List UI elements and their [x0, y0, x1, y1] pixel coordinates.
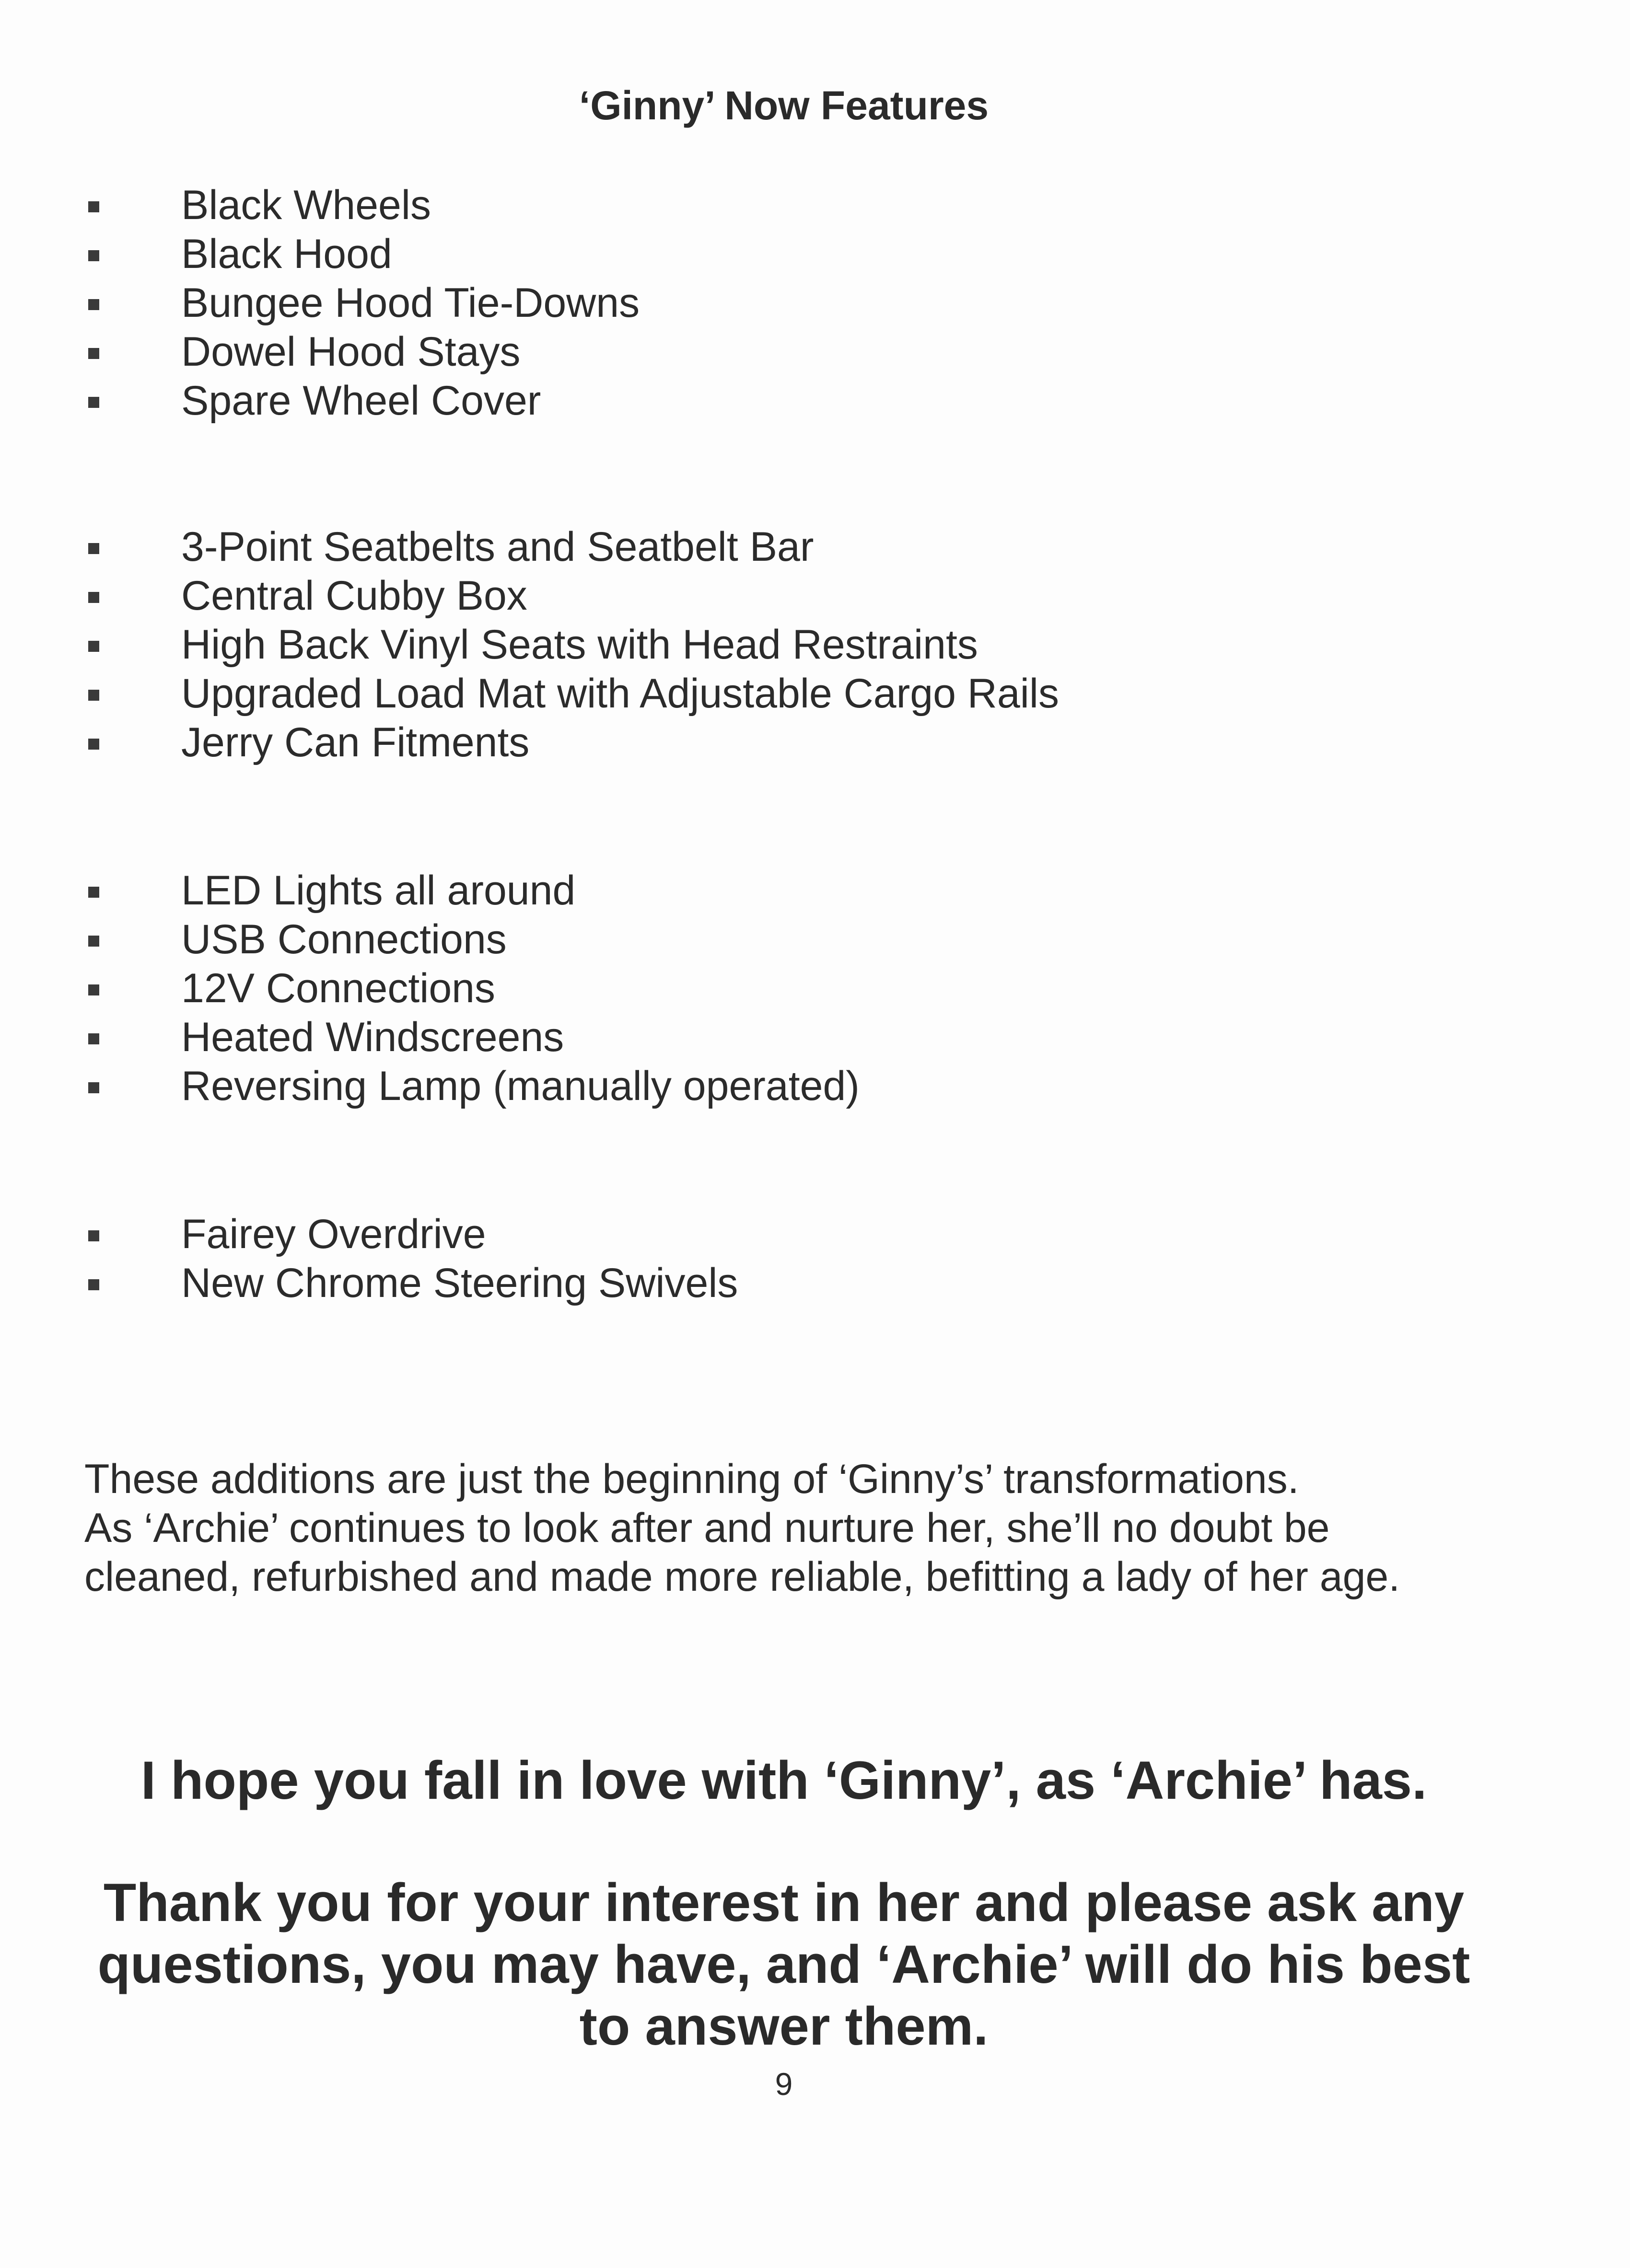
- thanks-line: Thank you for your interest in her and please ask any: [103, 1873, 1465, 1932]
- feature-label: Upgraded Load Mat with Adjustable Cargo Rails: [181, 671, 1059, 717]
- feature-label: Central Cubby Box: [181, 573, 527, 619]
- feature-label: Spare Wheel Cover: [181, 378, 541, 424]
- feature-label: 12V Connections: [181, 965, 495, 1011]
- square-bullet-icon: [88, 397, 99, 408]
- square-bullet-icon: [88, 887, 99, 898]
- square-bullet-icon: [88, 201, 99, 212]
- feature-label: Fairey Overdrive: [181, 1211, 486, 1257]
- feature-label: Reversing Lamp (manually operated): [181, 1063, 860, 1109]
- square-bullet-icon: [88, 1082, 99, 1093]
- feature-label: Bungee Hood Tie-Downs: [181, 280, 640, 326]
- feature-label: Jerry Can Fitments: [181, 719, 530, 765]
- feature-label: Black Wheels: [181, 182, 431, 228]
- feature-label: USB Connections: [181, 916, 507, 962]
- square-bullet-icon: [88, 1230, 99, 1241]
- closing-paragraph: [84, 1455, 1571, 1601]
- square-bullet-icon: [88, 299, 99, 310]
- square-bullet-icon: [88, 1279, 99, 1290]
- square-bullet-icon: [88, 1033, 99, 1044]
- feature-label: Dowel Hood Stays: [181, 329, 521, 375]
- square-bullet-icon: [88, 739, 99, 750]
- love-statement: I hope you fall in love with ‘Ginny’, as ‘Archie’ has.: [140, 1750, 1427, 1810]
- square-bullet-icon: [88, 641, 99, 652]
- paragraph-line: As ‘Archie’ continues to look after and nurture her, she’ll no doubt be: [84, 1505, 1330, 1551]
- paragraph-line: These additions are just the beginning of ‘Ginny’s’ transformations.: [84, 1456, 1299, 1502]
- square-bullet-icon: [88, 936, 99, 947]
- feature-label: Black Hood: [181, 231, 392, 277]
- square-bullet-icon: [88, 690, 99, 701]
- feature-label: High Back Vinyl Seats with Head Restraints: [181, 622, 978, 668]
- thanks-message: [0, 1872, 1568, 2057]
- feature-label: LED Lights all around: [181, 868, 576, 914]
- thanks-line: to answer them.: [579, 1996, 989, 2056]
- feature-label: New Chrome Steering Swivels: [181, 1260, 738, 1306]
- paragraph-line: cleaned, refurbished and made more reliable, befitting a lady of her age.: [84, 1554, 1400, 1600]
- square-bullet-icon: [88, 348, 99, 359]
- square-bullet-icon: [88, 250, 99, 261]
- page-number: 9: [775, 2066, 793, 2102]
- square-bullet-icon: [88, 592, 99, 603]
- feature-label: 3-Point Seatbelts and Seatbelt Bar: [181, 524, 814, 570]
- page-title: ‘Ginny’ Now Features: [579, 83, 989, 128]
- square-bullet-icon: [88, 543, 99, 554]
- feature-label: Heated Windscreens: [181, 1014, 564, 1060]
- square-bullet-icon: [88, 984, 99, 995]
- thanks-line: questions, you may have, and ‘Archie’ will do his best: [97, 1934, 1470, 1994]
